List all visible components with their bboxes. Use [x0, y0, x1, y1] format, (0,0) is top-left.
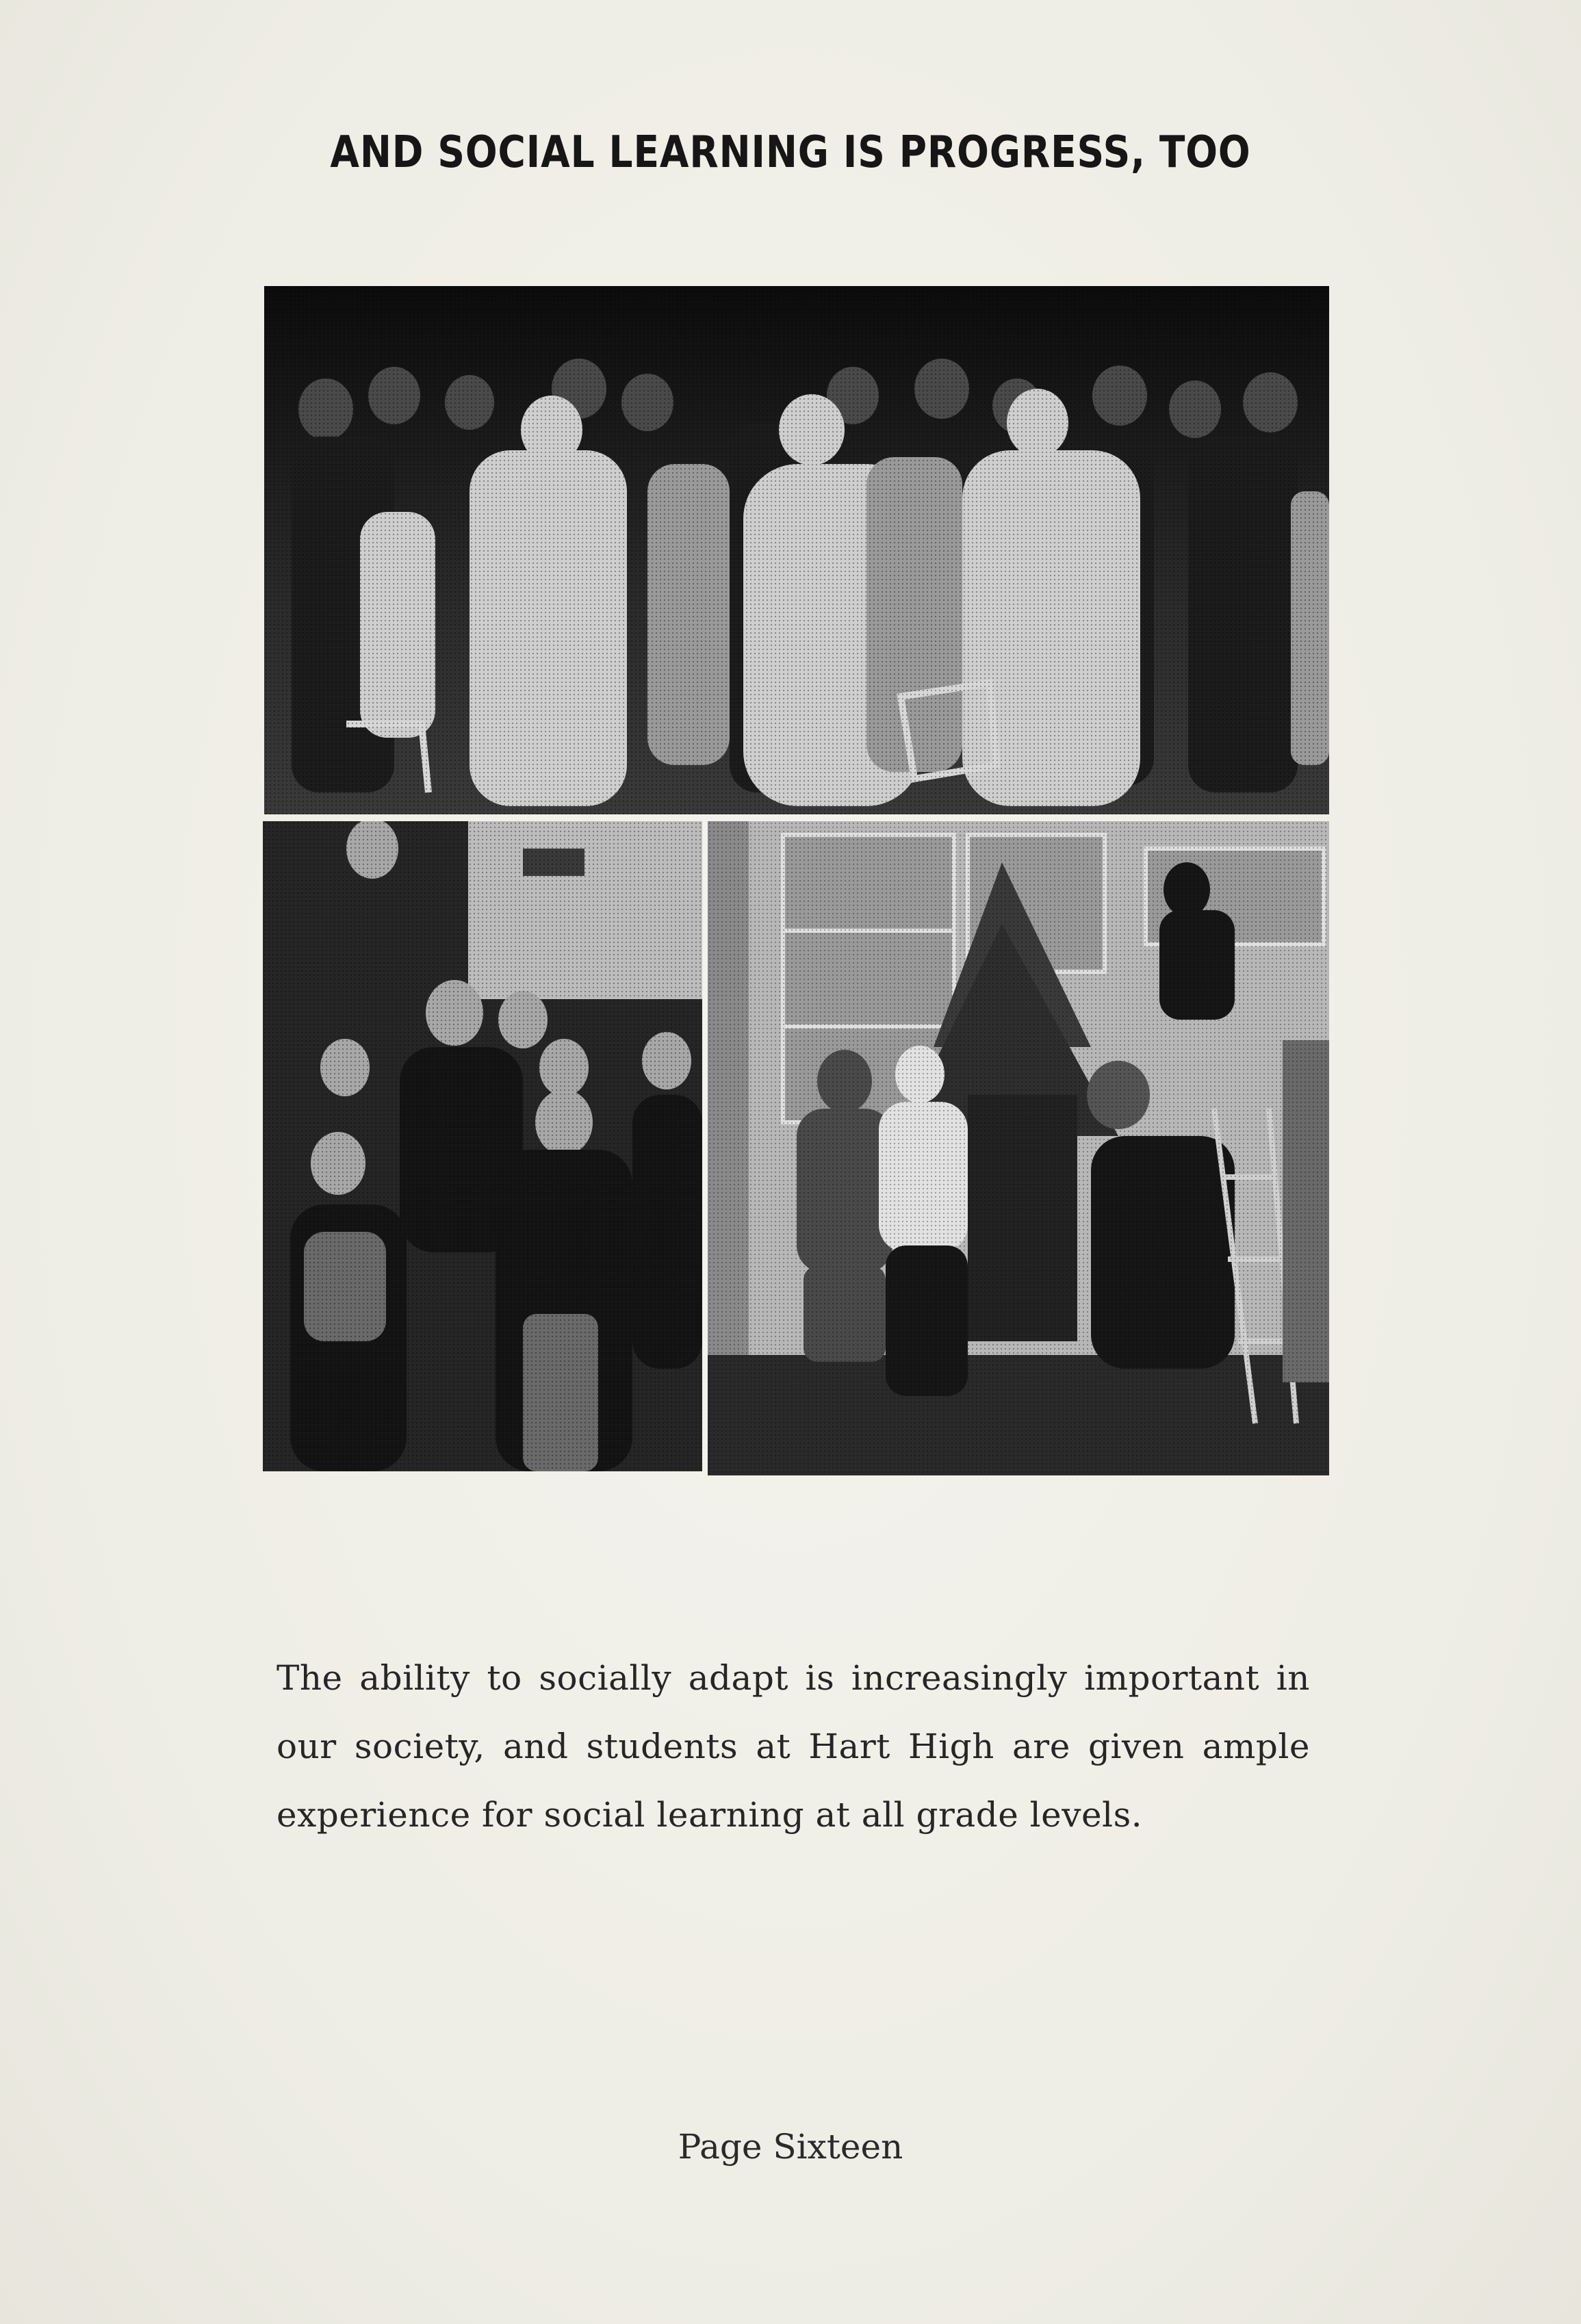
caption-paragraph: The ability to socially adapt is increasingly important in our society, and students at Hart High are given ample experience for social learning at all grade levels. [277, 1658, 1310, 1835]
students-group-photo [263, 821, 702, 1471]
page-title: AND SOCIAL LEARNING IS PROGRESS, TOO [330, 127, 1251, 178]
tree-decorating-photo [708, 821, 1329, 1475]
page-number: Page Sixteen [678, 2127, 903, 2167]
dance-photo [264, 286, 1329, 814]
